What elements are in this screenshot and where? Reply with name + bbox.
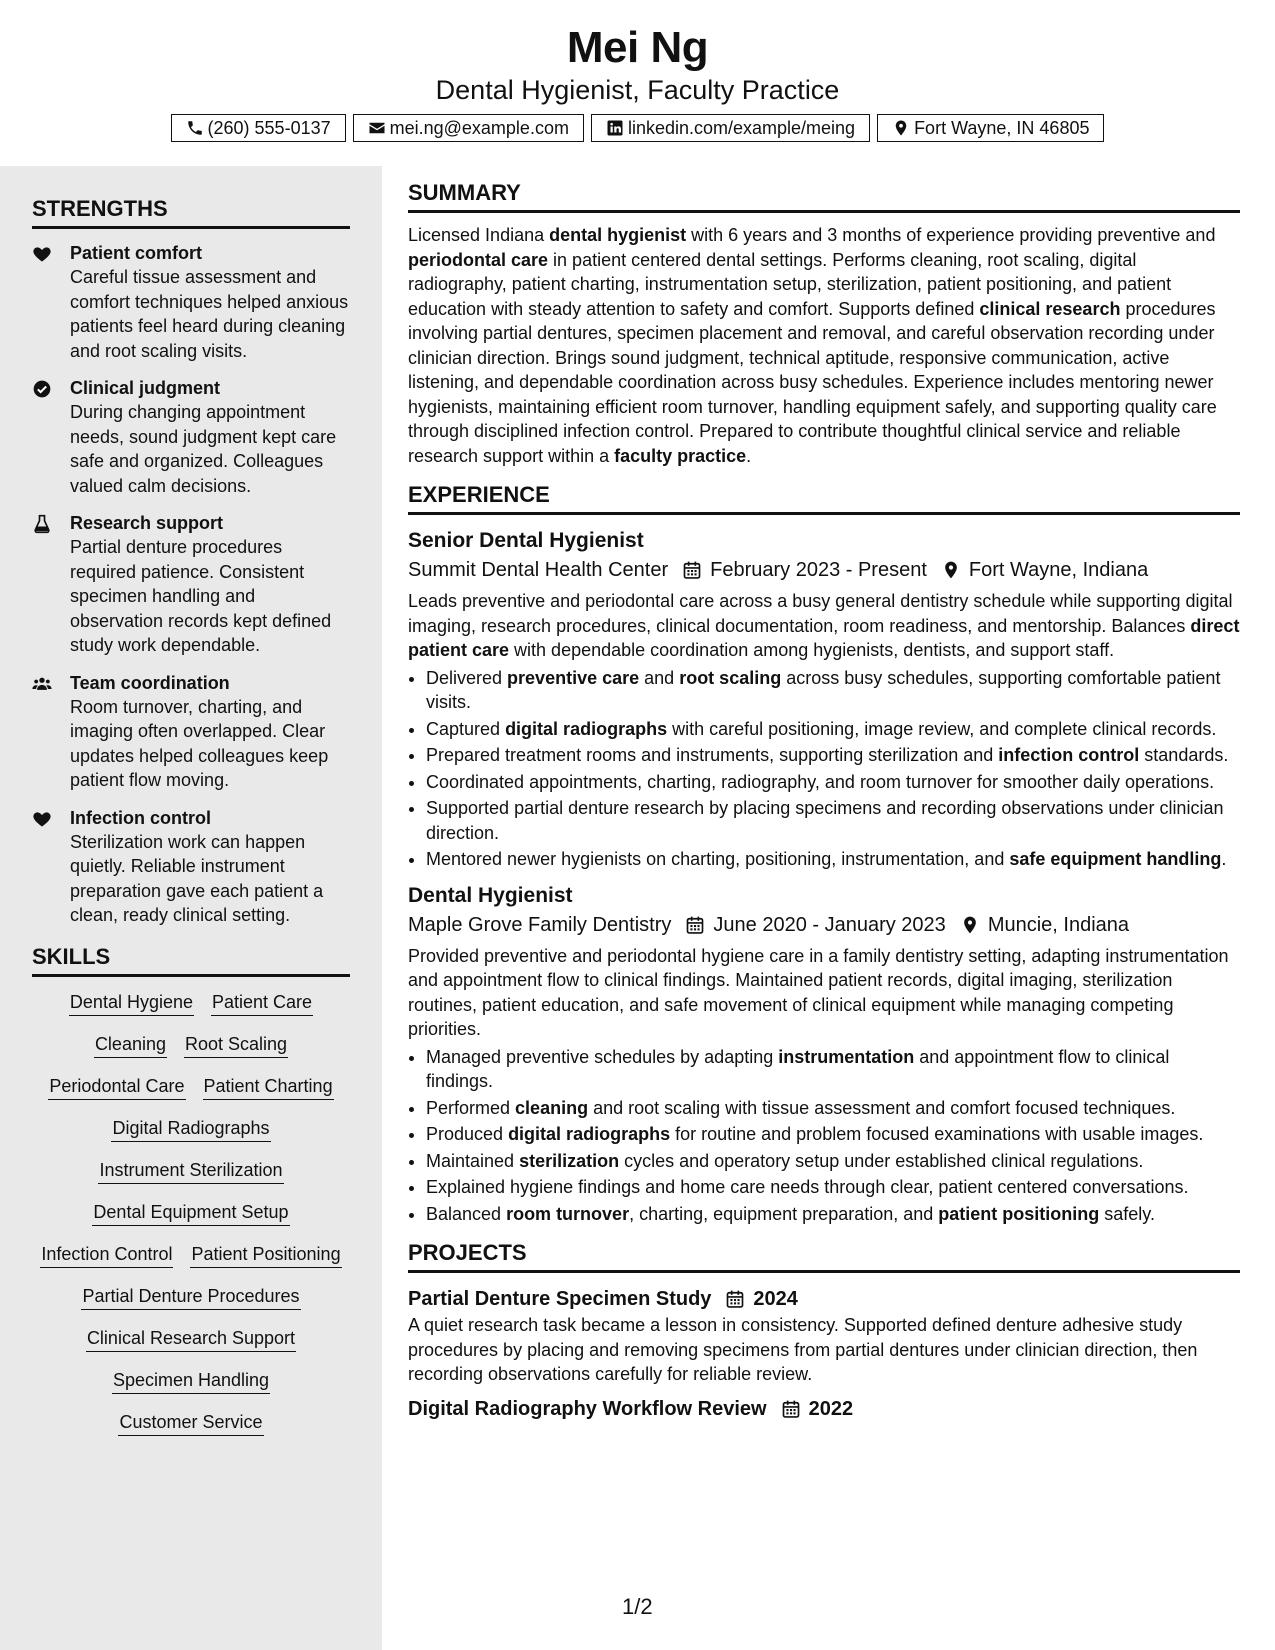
strength-title: Clinical judgment: [70, 378, 221, 398]
summary-heading: SUMMARY: [408, 178, 1240, 213]
phone-icon: [186, 119, 204, 137]
bullet-item: [426, 717, 1240, 742]
job-bullets: [408, 666, 1240, 872]
text-run: Mentored newer hygienists on charting, positioning, instrumentation, and: [426, 849, 1010, 869]
strength-body: [70, 376, 350, 498]
strength-title: Patient comfort: [70, 243, 203, 263]
contact-linkedin[interactable]: [591, 114, 870, 142]
strength-item: [32, 511, 350, 658]
calendar-icon: [682, 560, 702, 580]
skill-tag: Cleaning: [94, 1031, 167, 1058]
sidebar: [0, 166, 382, 1650]
job-dates: February 2023 - Present: [710, 559, 927, 581]
location-text: Fort Wayne, IN 46805: [914, 117, 1090, 138]
strength-description: Sterilization work can happen quietly. Reliable instrument preparation gave each patient a clean, ready clinical setting.: [70, 831, 324, 925]
strength-title: Team coordination: [70, 672, 230, 693]
page-number: 1/2: [622, 1594, 653, 1619]
bullet-item: [426, 1096, 1240, 1121]
contact-bar: [0, 114, 1275, 142]
bullet-item: [426, 666, 1240, 715]
text-run: with dependable coordination among hygienists, dentists, and support staff.: [509, 640, 1115, 660]
bullet-item: [426, 847, 1240, 872]
contact-location: [877, 114, 1104, 142]
bullet-item: [426, 770, 1240, 795]
heart-icon: [32, 244, 52, 264]
text-run: Supported partial denture research by placing specimens and recording observations under clinician direction.: [426, 798, 1224, 843]
skill-tag: Patient Charting: [203, 1073, 334, 1100]
project-description: A quiet research task became a lesson in consistency. Supported defined denture adhesive study procedures by placing and removing specimens from partial dentures under clinician direction, then recording observations carefully for reliable review.: [408, 1315, 1198, 1384]
bold-text: faculty practice: [614, 445, 747, 466]
text-run: Leads preventive and periodontal care across a busy general dentistry schedule while supporting digital imaging, research procedures, clinical documentation, room readiness, and mentorship. Balances: [408, 591, 1233, 636]
bold-text: clinical research: [979, 298, 1121, 319]
text-run: and root scaling with tissue assessment and comfort focused techniques.: [588, 1097, 1176, 1118]
strength-body: [70, 511, 350, 658]
company-name: Summit Dental Health Center: [408, 559, 669, 581]
text-run: Captured: [426, 718, 506, 739]
strength-title: Infection control: [70, 807, 211, 828]
project-year: 2022: [808, 1397, 854, 1420]
map-pin-icon: [892, 119, 910, 137]
text-run: in patient centered dental settings. Performs cleaning, root scaling, digital radiography, patient charting, instrumentation setup, sterilization, patient positioning, and patient education with steady attention to safety and comfort. Supports defined: [408, 249, 1172, 319]
bold-text: digital radiographs: [505, 718, 668, 739]
heart-icon: [32, 809, 52, 829]
text-run: with 6 years and 3 months of experience providing preventive and: [686, 225, 1216, 245]
map-pin-icon: [941, 560, 961, 580]
text-run: Produced: [426, 1124, 509, 1144]
text-run: Prepared treatment rooms and instruments, supporting sterilization and: [426, 745, 999, 765]
bold-text: room turnover: [506, 1203, 630, 1224]
text-run: , charting, equipment preparation, and: [629, 1203, 939, 1224]
strength-title: Research support: [70, 513, 224, 533]
bullet-item: [426, 1122, 1240, 1147]
project-year: 2024: [753, 1288, 798, 1310]
job-dates: June 2020 - January 2023: [713, 913, 946, 936]
strength-icon-wrap: [32, 806, 70, 928]
experience-entry: [408, 527, 1240, 872]
bold-text: direct patient care: [408, 615, 1240, 660]
project-title-row: [408, 1285, 1240, 1313]
text-run: .: [1221, 849, 1227, 869]
projects-list: [408, 1285, 1240, 1423]
strengths-list: [32, 241, 350, 928]
calendar-icon: [685, 915, 705, 935]
bullet-item: [426, 1175, 1240, 1200]
job-description: [408, 589, 1240, 663]
job-location: Fort Wayne, Indiana: [968, 559, 1149, 581]
calendar-icon: [725, 1289, 745, 1309]
bold-text: preventive care: [507, 667, 640, 688]
strength-body: [70, 671, 350, 793]
skill-tag: Root Scaling: [184, 1031, 288, 1058]
calendar-icon: [781, 1399, 801, 1419]
candidate-name: Mei Ng: [566, 23, 709, 72]
project-title: Digital Radiography Workflow Review: [408, 1397, 767, 1420]
job-title: Senior Dental Hygienist: [408, 529, 644, 552]
skill-tag: Partial Denture Procedures: [81, 1283, 300, 1310]
text-run: and: [639, 667, 680, 688]
text-run: Balanced: [426, 1203, 507, 1224]
bold-text: patient positioning: [938, 1203, 1100, 1224]
text-run: procedures involving partial dentures, specimen placement and removal, and careful observation recording under clinician direction. Brings sound judgment, technical aptitude, responsive communication, active listening, and dependable coordination across busy schedules. Experience includes mentoring newer hygienists, maintaining efficient room turnover, handling equipment safely, and supporting quality care through disciplined infection control. Prepared to contribute thoughtful clinical service and reliable research support within a: [408, 298, 1217, 466]
text-run: Licensed Indiana: [408, 225, 550, 245]
text-run: cycles and operatory setup under established clinical regulations.: [619, 1150, 1144, 1171]
skill-tag: Customer Service: [118, 1409, 263, 1436]
flask-icon: [32, 514, 52, 534]
email-text: mei.ng@example.com: [389, 117, 569, 138]
job-bullets: [408, 1045, 1240, 1227]
bold-text: safe equipment handling: [1009, 849, 1222, 869]
skill-tag: Infection Control: [40, 1241, 173, 1268]
text-run: Performed: [426, 1097, 516, 1118]
text-run: across busy schedules, supporting comfortable patient visits.: [426, 667, 1221, 712]
strength-icon-wrap: [32, 511, 70, 658]
skill-tag: Clinical Research Support: [86, 1325, 296, 1352]
skill-tag: Specimen Handling: [112, 1367, 270, 1394]
text-run: with careful positioning, image review, and complete clinical records.: [667, 718, 1217, 739]
bold-text: dental hygienist: [549, 225, 687, 245]
skill-tag: Dental Equipment Setup: [92, 1199, 289, 1226]
bold-text: sterilization: [519, 1150, 620, 1171]
skills-heading: SKILLS: [32, 942, 350, 977]
resume-header: [0, 0, 1275, 142]
linkedin-text: linkedin.com/example/meing: [627, 117, 856, 138]
strength-icon-wrap: [32, 671, 70, 793]
bullet-item: [426, 796, 1240, 845]
job-meta: [408, 555, 1240, 585]
company-name: Maple Grove Family Dentistry: [408, 913, 672, 936]
job-meta: [408, 910, 1240, 940]
text-run: Delivered: [426, 667, 508, 688]
project-title: Partial Denture Specimen Study: [408, 1288, 712, 1310]
text-run: Provided preventive and periodontal hygiene care in a family dentistry setting, adapting instrumentation and appointment flow to clinical findings. Maintained patient records, digital imaging, sterilization routines, patient education, and safe movement of clinical equipment while managing competing priorities.: [408, 945, 1229, 1039]
text-run: .: [746, 445, 752, 466]
text-run: Explained hygiene findings and home care needs through clear, patient centered conversations.: [426, 1177, 1189, 1197]
skill-tag: Dental Hygiene: [69, 989, 194, 1016]
experience-entry: [408, 882, 1240, 1227]
text-run: Maintained: [426, 1150, 520, 1171]
linkedin-icon: [606, 119, 624, 137]
strength-description: Careful tissue assessment and comfort techniques helped anxious patients feel heard during cleaning and root scaling visits.: [70, 267, 349, 361]
strength-description: Partial denture procedures required patience. Consistent specimen handling and observation records kept defined study work dependable.: [70, 537, 332, 655]
bullet-item: [426, 1149, 1240, 1174]
job-description: [408, 944, 1240, 1042]
strengths-heading: STRENGTHS: [32, 194, 350, 229]
skill-tag: Patient Positioning: [190, 1241, 341, 1268]
check-circle-icon: [32, 379, 52, 399]
strength-description: During changing appointment needs, sound judgment kept care safe and organized. Colleagues valued calm decisions.: [70, 402, 337, 496]
bullet-item: [426, 1202, 1240, 1227]
skill-tag: Digital Radiographs: [111, 1115, 270, 1142]
projects-heading: PROJECTS: [408, 1238, 1240, 1273]
bold-text: cleaning: [515, 1097, 589, 1118]
strength-body: [70, 806, 350, 928]
bold-text: digital radiographs: [508, 1124, 671, 1144]
strength-item: [32, 806, 350, 928]
summary-text: [408, 223, 1240, 468]
text-run: standards.: [1139, 745, 1229, 765]
experience-heading: EXPERIENCE: [408, 480, 1240, 515]
job-title: Dental Hygienist: [408, 883, 573, 907]
strength-item: [32, 241, 350, 363]
skill-tag: Patient Care: [211, 989, 313, 1016]
users-icon: [32, 674, 52, 694]
text-run: Managed preventive schedules by adapting: [426, 1046, 779, 1067]
text-run: and appointment flow to clinical findings.: [426, 1046, 1170, 1091]
experience-list: [408, 527, 1240, 1226]
bold-text: instrumentation: [778, 1046, 915, 1067]
phone-text: (260) 555-0137: [207, 117, 331, 138]
bold-text: periodontal care: [408, 249, 549, 270]
strength-item: [32, 376, 350, 498]
contact-email[interactable]: [353, 114, 584, 142]
skill-tag: Periodontal Care: [48, 1073, 185, 1100]
strength-description: Room turnover, charting, and imaging often overlapped. Clear updates helped colleagues keep patient flow moving.: [70, 696, 329, 790]
job-location: Muncie, Indiana: [987, 913, 1130, 936]
strength-item: [32, 671, 350, 793]
envelope-icon: [368, 119, 386, 137]
skill-tag: Instrument Sterilization: [98, 1157, 283, 1184]
bullet-item: [426, 743, 1240, 768]
text-run: for routine and problem focused examinations with usable images.: [670, 1124, 1204, 1144]
bold-text: infection control: [998, 745, 1140, 765]
map-pin-icon: [960, 915, 980, 935]
text-run: safely.: [1099, 1203, 1155, 1224]
strength-icon-wrap: [32, 241, 70, 363]
bullet-item: [426, 1045, 1240, 1094]
candidate-title: Dental Hygienist, Faculty Practice: [435, 75, 840, 105]
strength-icon-wrap: [32, 376, 70, 498]
bold-text: root scaling: [679, 667, 782, 688]
project-title-row: [408, 1395, 1240, 1423]
strength-body: [70, 241, 350, 363]
skills-list: [32, 989, 350, 1436]
text-run: Coordinated appointments, charting, radiography, and room turnover for smoother daily operations.: [426, 771, 1215, 792]
contact-phone[interactable]: [171, 114, 346, 142]
main-content: [408, 166, 1240, 1423]
